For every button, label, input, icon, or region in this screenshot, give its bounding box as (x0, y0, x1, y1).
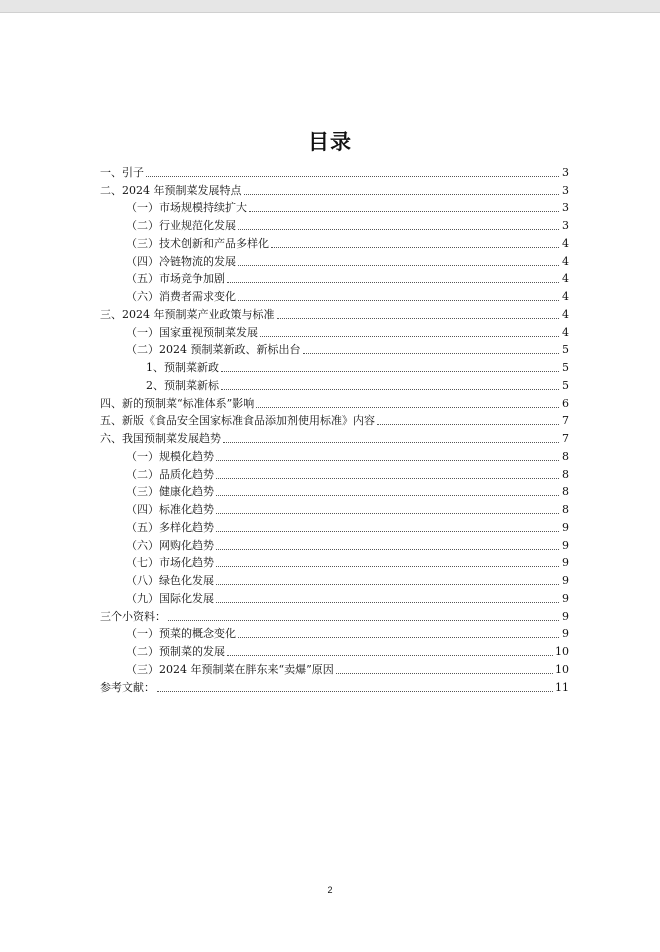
toc-leader-dots (377, 423, 559, 425)
toc-leader-dots (216, 565, 559, 567)
toc-leader-dots (216, 530, 559, 532)
toc-entry-page: 8 (562, 449, 569, 463)
toc-entry-label: 一、引子 (100, 165, 144, 179)
toc-leader-dots (223, 441, 559, 443)
viewer-top-bar (0, 0, 660, 13)
toc-entry-label: （三）2024 年预制菜在胖东来“卖爆”原因 (126, 662, 334, 676)
toc-leader-dots (244, 193, 560, 195)
toc-entry-label: 五、新版《食品安全国家标准食品添加剂使用标准》内容 (100, 414, 375, 428)
toc-leader-dots (216, 601, 559, 603)
toc-leader-dots (216, 548, 559, 550)
toc-entry[interactable] (100, 357, 569, 375)
toc-leader-dots (336, 672, 553, 674)
toc-entry-label: 参考文献： (100, 680, 155, 694)
toc-entry-page: 4 (562, 290, 569, 303)
toc-entry-page: 5 (562, 343, 569, 357)
toc-leader-dots (238, 264, 559, 266)
toc-leader-dots (168, 619, 559, 621)
toc-entry[interactable] (100, 553, 569, 571)
toc-entry-label: （八）绿色化发展 (126, 574, 214, 587)
toc-entry[interactable] (100, 570, 569, 588)
toc-entry-page: 4 (562, 254, 569, 268)
toc-entry-page: 9 (562, 609, 569, 623)
toc-entry[interactable] (100, 464, 569, 482)
toc-entry-page: 3 (562, 201, 569, 215)
toc-entry-label: （六）消费者需求变化 (126, 290, 236, 303)
toc-leader-dots (256, 406, 559, 408)
toc-entry-label: （三）技术创新和产品多样化 (126, 236, 269, 250)
toc-entry-page: 7 (562, 432, 569, 445)
toc-entry[interactable] (100, 499, 569, 517)
toc-entry-label: （二）2024 预制菜新政、新标出台 (126, 343, 301, 357)
toc-entry-page: 4 (562, 236, 569, 250)
toc-entry[interactable] (100, 269, 569, 287)
toc-leader-dots (277, 317, 560, 319)
toc-leader-dots (216, 583, 559, 585)
toc-entry[interactable] (100, 641, 569, 659)
toc-entry-page: 4 (562, 272, 569, 286)
toc-entry-page: 8 (562, 485, 569, 499)
toc-entry-label: （六）网购化趋势 (126, 538, 214, 552)
toc-entry-page: 8 (562, 467, 569, 481)
toc-entry-page: 9 (562, 520, 569, 534)
toc-entry-page: 7 (562, 414, 569, 428)
toc-entry[interactable] (100, 375, 569, 393)
toc-entry-page: 3 (562, 165, 569, 179)
toc-entry-label: 二、2024 年预制菜发展特点 (100, 183, 242, 197)
toc-entry-page: 4 (562, 325, 569, 339)
toc-entry[interactable] (100, 251, 569, 269)
toc-entry-label: （四）冷链物流的发展 (126, 254, 236, 268)
toc-entry-label: 2、预制菜新标 (146, 378, 219, 392)
toc-entry-label: （四）标准化趋势 (126, 503, 214, 516)
toc-entry-label: （九）国际化发展 (126, 591, 214, 605)
toc-entry[interactable] (100, 162, 569, 180)
toc-entry-label: （五）市场竞争加剧 (126, 272, 225, 286)
toc-entry-page: 3 (562, 183, 569, 197)
toc-entry-label: （一）规模化趋势 (126, 449, 214, 463)
toc-entry[interactable] (100, 322, 569, 340)
toc-entry-label: 四、新的预制菜“标准体系”影响 (100, 396, 255, 410)
toc-entry-label: （二）行业规范化发展 (126, 219, 236, 232)
toc-entry-page: 8 (562, 503, 569, 516)
toc-entry[interactable] (100, 482, 569, 500)
toc-entry-page: 6 (562, 396, 569, 410)
toc-entry[interactable] (100, 393, 569, 411)
toc-title: 目录 (308, 130, 352, 154)
toc-entry[interactable] (100, 535, 569, 553)
toc-entry[interactable] (100, 304, 569, 322)
toc-leader-dots (238, 636, 559, 638)
toc-leader-dots (260, 335, 559, 337)
toc-leader-dots (271, 246, 559, 248)
toc-entry[interactable] (100, 286, 569, 304)
toc-entry-label: （五）多样化趋势 (126, 520, 214, 534)
toc-entry-page: 4 (562, 307, 569, 321)
toc-entry[interactable] (100, 446, 569, 464)
toc-leader-dots (216, 477, 559, 479)
toc-entry[interactable] (100, 340, 569, 358)
toc-entry-page: 9 (562, 591, 569, 605)
toc-entry-page: 9 (562, 627, 569, 641)
toc-entry-page: 11 (555, 680, 569, 694)
toc-entry[interactable] (100, 606, 569, 624)
toc-entry-page: 9 (562, 538, 569, 552)
toc-entry[interactable] (100, 659, 569, 677)
page-number: 2 (327, 885, 333, 895)
toc-entry-label: （二）品质化趋势 (126, 467, 214, 481)
toc-entry-label: 1、预制菜新政 (146, 361, 219, 374)
toc-entry-label: （七）市场化趋势 (126, 556, 214, 570)
toc-entry[interactable] (100, 215, 569, 233)
toc-entry-page: 5 (562, 361, 569, 374)
toc-entry-page: 9 (562, 574, 569, 587)
toc-entry-label: （二）预制菜的发展 (126, 645, 225, 658)
toc-leader-dots (249, 210, 559, 212)
toc-leader-dots (221, 370, 559, 372)
toc-entry[interactable] (100, 198, 569, 216)
toc-entry-page: 10 (555, 662, 569, 676)
toc-entry-label: 六、我国预制菜发展趋势 (100, 432, 221, 445)
toc-leader-dots (146, 175, 559, 177)
toc-entry-label: （一）预菜的概念变化 (126, 627, 236, 641)
toc-leader-dots (227, 654, 553, 656)
toc-entry[interactable] (100, 428, 569, 446)
toc-entry-label: 三、2024 年预制菜产业政策与标准 (100, 307, 275, 321)
toc-leader-dots (221, 388, 559, 390)
toc-entry-page: 9 (562, 556, 569, 570)
toc-entry-page: 10 (555, 645, 569, 658)
toc-leader-dots (238, 299, 559, 301)
toc-entry[interactable] (100, 233, 569, 251)
toc-leader-dots (227, 281, 559, 283)
toc-entry[interactable] (100, 588, 569, 606)
toc-entry[interactable] (100, 411, 569, 429)
toc-entry[interactable] (100, 180, 569, 198)
toc-leader-dots (157, 690, 553, 692)
toc-entry-page: 5 (562, 378, 569, 392)
toc-leader-dots (238, 228, 559, 230)
toc-entry-label: （一）国家重视预制菜发展 (126, 325, 258, 339)
toc-leader-dots (216, 494, 559, 496)
toc-entry[interactable] (100, 517, 569, 535)
table-of-contents (100, 162, 569, 695)
toc-entry-label: （一）市场规模持续扩大 (126, 201, 247, 215)
toc-entry-label: 三个小资料： (100, 609, 166, 623)
toc-entry-label: （三）健康化趋势 (126, 485, 214, 499)
toc-entry[interactable] (100, 677, 569, 695)
toc-entry-page: 3 (562, 219, 569, 232)
toc-entry[interactable] (100, 624, 569, 642)
toc-leader-dots (216, 459, 559, 461)
toc-leader-dots (216, 512, 559, 514)
toc-leader-dots (303, 352, 560, 354)
